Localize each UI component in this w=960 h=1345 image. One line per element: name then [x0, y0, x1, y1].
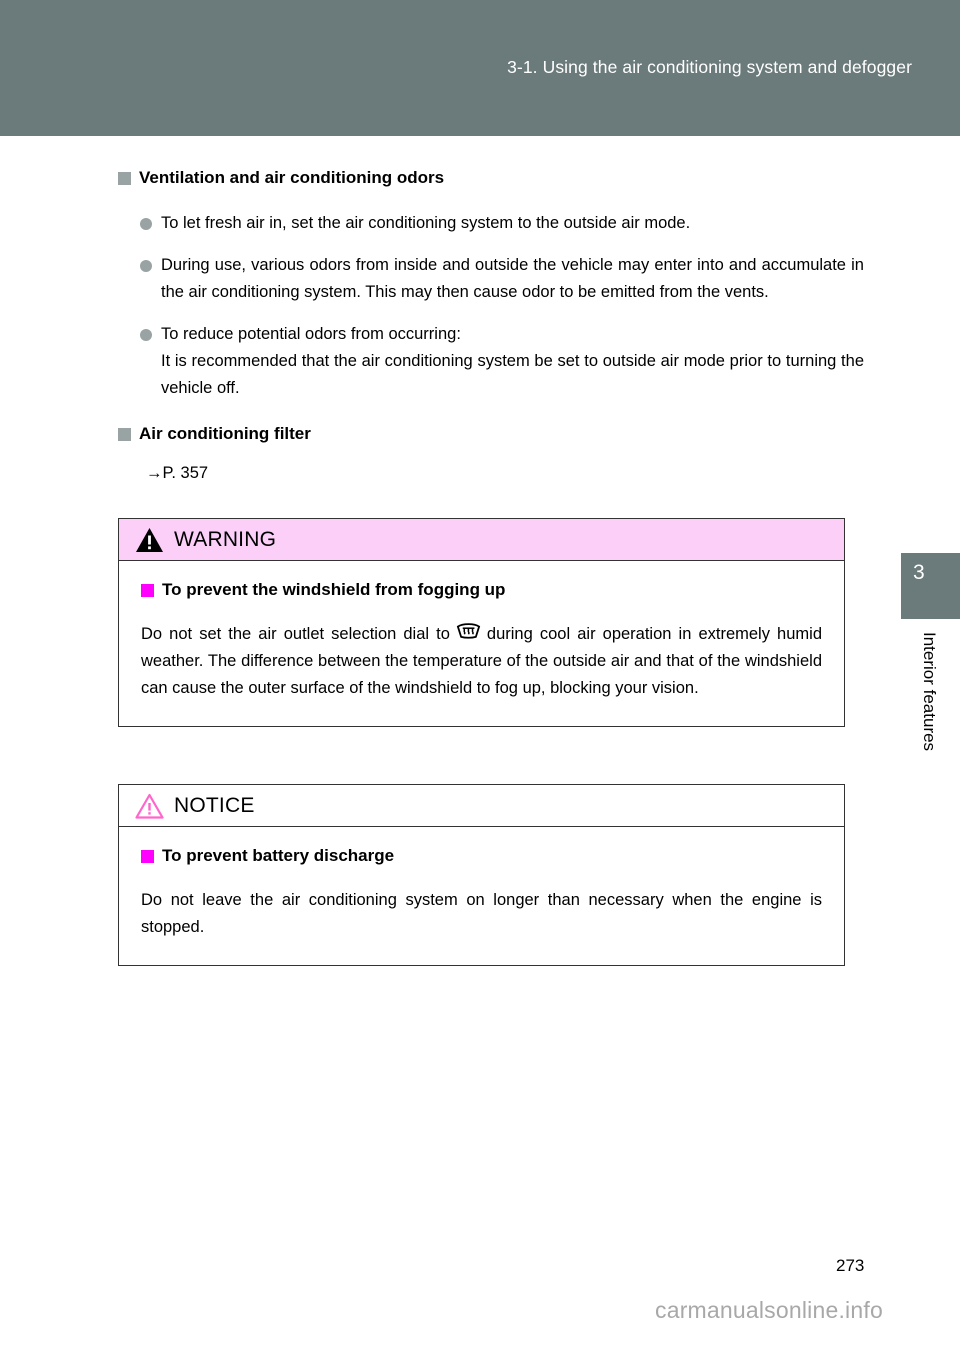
section-heading-text: Air conditioning filter [139, 424, 311, 443]
warning-box-subheading [141, 578, 822, 602]
list-item [140, 321, 864, 348]
list-bullet-dot-icon [140, 329, 152, 341]
notice-box-body [119, 827, 844, 965]
section-heading-text: Ventilation and air conditioning odors [139, 168, 445, 187]
list-item-continuation: It is recommended that the air conditioning system be set to outside air mode prior to turning the vehicle off. [161, 352, 864, 397]
subheading-marker-square-icon [141, 850, 154, 863]
warning-box-subheading-text: To prevent the windshield from fogging up [162, 580, 506, 599]
section-bullet-square-icon [118, 428, 131, 441]
notice-box-header [119, 785, 844, 827]
list-item [140, 252, 864, 306]
list-item-text: During use, various odors from inside and outside the vehicle may enter into and accumulate in the air conditioning system. This may then cause odor to be emitted from the vents. [161, 256, 864, 301]
main-content [0, 136, 890, 487]
chapter-tab [901, 553, 960, 619]
list-item [140, 210, 864, 237]
list-item-text: To reduce potential odors from occurring: [161, 325, 461, 343]
notice-box-subheading-text: To prevent battery discharge [162, 846, 395, 865]
warning-text-after-icon: during cool air operation in extremely humid weather. The difference between the temperature of the outside air and that of the windshield can cause the outer surface of the windshield to fog up, blocking your vision. [141, 625, 822, 697]
page-number: 273 [836, 1256, 865, 1275]
chapter-label [901, 632, 960, 862]
warning-box [118, 518, 845, 727]
list-bullet-dot-icon [140, 260, 152, 272]
warning-box-title: WARNING [174, 527, 277, 551]
section-heading-ventilation [118, 166, 890, 190]
notice-box-title: NOTICE [174, 793, 255, 817]
chapter-label-text: Interior features [920, 632, 939, 752]
notice-box-text: Do not leave the air conditioning system on longer than necessary when the engine is stopped. [141, 891, 822, 936]
section-heading-filter [118, 422, 890, 446]
watermark: carmanualsonline.info [655, 1297, 883, 1323]
warning-box-text [141, 621, 822, 702]
list-bullet-dot-icon [140, 218, 152, 230]
notice-box [118, 784, 845, 966]
notice-triangle-icon [135, 793, 164, 819]
section-bullet-square-icon [118, 172, 131, 185]
warning-text-before-icon: Do not set the air outlet selection dial to [141, 625, 450, 643]
list-item-text: To let fresh air in, set the air conditioning system to the outside air mode. [161, 214, 691, 232]
page-reference: →P. 357 [146, 464, 209, 482]
warning-triangle-icon [135, 527, 164, 553]
windshield-defogger-icon [455, 621, 482, 642]
notice-box-subheading [141, 844, 822, 868]
warning-box-header [119, 519, 844, 561]
warning-box-body [119, 561, 844, 726]
page-header-title: 3-1. Using the air conditioning system and defogger [507, 57, 912, 77]
chapter-number: 3 [913, 561, 925, 584]
subheading-marker-square-icon [141, 584, 154, 597]
